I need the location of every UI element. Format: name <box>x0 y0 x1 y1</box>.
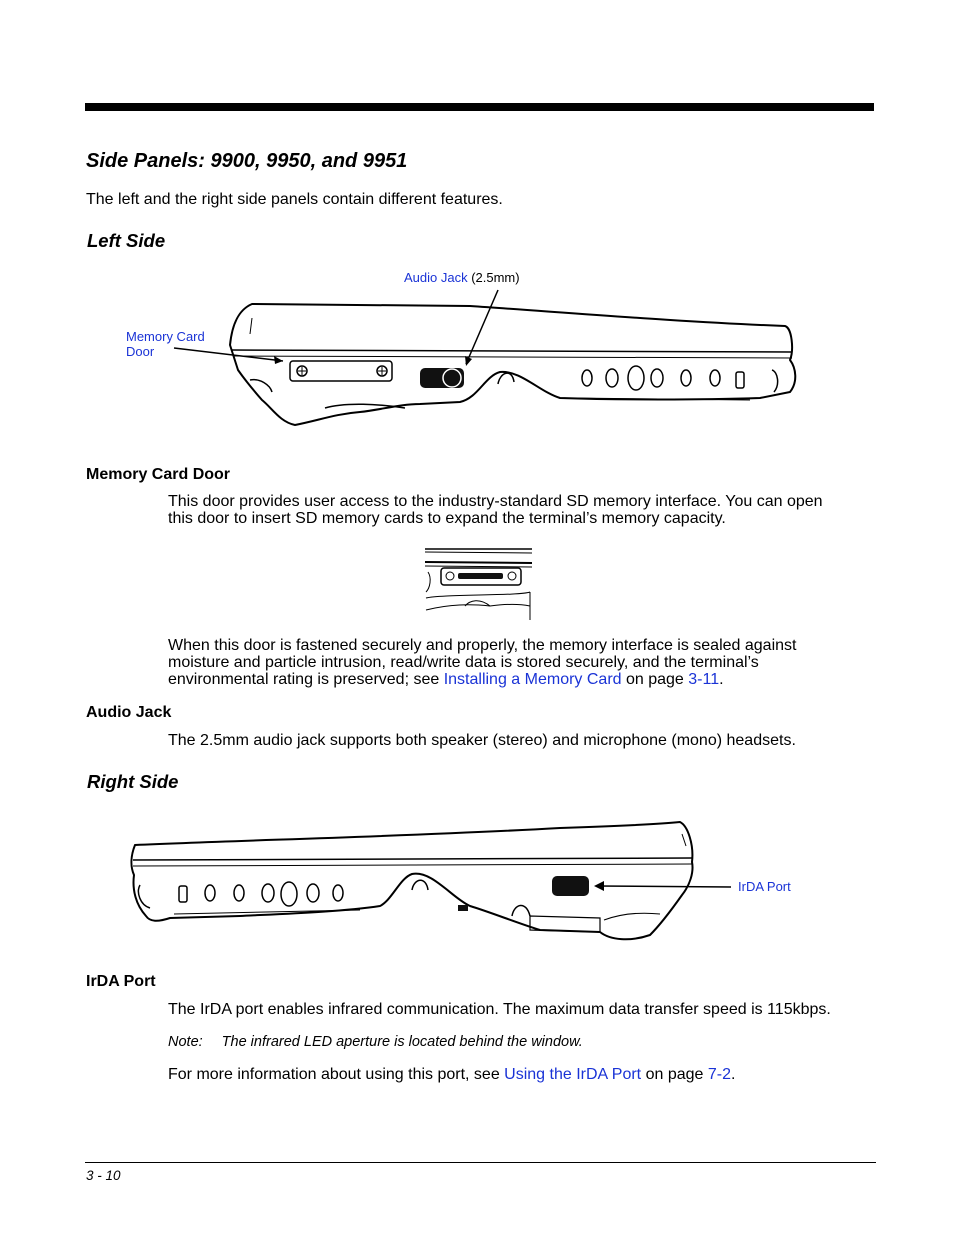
audio-jack-heading: Audio Jack <box>86 704 172 721</box>
memory-card-para2-line2: moisture and particle intrusion, read/write data is stored securely, and the terminal’s <box>168 654 759 671</box>
memory-card-door-heading: Memory Card Door <box>86 466 231 483</box>
more-info-end: . <box>730 1066 736 1083</box>
note-text: The infrared LED aperture is located behind the window. <box>221 1034 583 1050</box>
irda-port-text: The IrDA port enables infrared communication. The maximum data transfer speed is 115kbps. <box>168 1001 831 1018</box>
footer-rule <box>85 1162 876 1163</box>
page-title: Side Panels: 9900, 9950, and 9951 <box>86 150 408 172</box>
audio-jack-text: The 2.5mm audio jack supports both speaker (stereo) and microphone (mono) headsets. <box>168 732 796 749</box>
right-side-heading: Right Side <box>87 771 179 792</box>
memory-card-para1-line1: This door provides user access to the industry-standard SD memory interface. You can open <box>168 493 823 510</box>
memory-card-para2-line1: When this door is fastened securely and properly, the memory interface is sealed against <box>168 637 797 654</box>
memory-card-callout-line2[interactable]: Door <box>126 344 155 359</box>
using-irda-port-link[interactable]: Using the IrDA Port <box>504 1066 642 1083</box>
page-number: 3 - 10 <box>86 1168 121 1183</box>
irda-port-callout-link[interactable]: IrDA Port <box>738 879 791 894</box>
audio-jack-callout-suffix: (2.5mm) <box>467 270 520 285</box>
memory-card-para2-mid: on page <box>621 671 689 688</box>
left-side-heading: Left Side <box>87 230 166 251</box>
memory-card-para2-end: . <box>719 671 724 688</box>
audio-jack-callout-link[interactable]: Audio Jack <box>404 270 468 285</box>
irda-more-info <box>168 1066 735 1083</box>
memory-card-para1-line2: this door to insert SD memory cards to expand the terminal’s memory capacity. <box>168 510 726 527</box>
page-7-2-link[interactable]: 7-2 <box>707 1066 731 1083</box>
more-info-mid: on page <box>641 1066 708 1083</box>
page-3-11-link[interactable]: 3-11 <box>688 671 720 688</box>
note-label: Note: <box>168 1034 203 1050</box>
irda-note <box>168 1034 583 1050</box>
irda-port-heading: IrDA Port <box>86 973 156 990</box>
intro-text: The left and the right side panels contain different features. <box>86 191 503 208</box>
installing-memory-card-link[interactable]: Installing a Memory Card <box>443 671 622 688</box>
memory-card-callout-line1[interactable]: Memory Card <box>126 329 205 344</box>
memory-card-para2-pre: environmental rating is preserved; see <box>168 671 444 688</box>
more-info-pre: For more information about using this port, see <box>168 1066 505 1083</box>
